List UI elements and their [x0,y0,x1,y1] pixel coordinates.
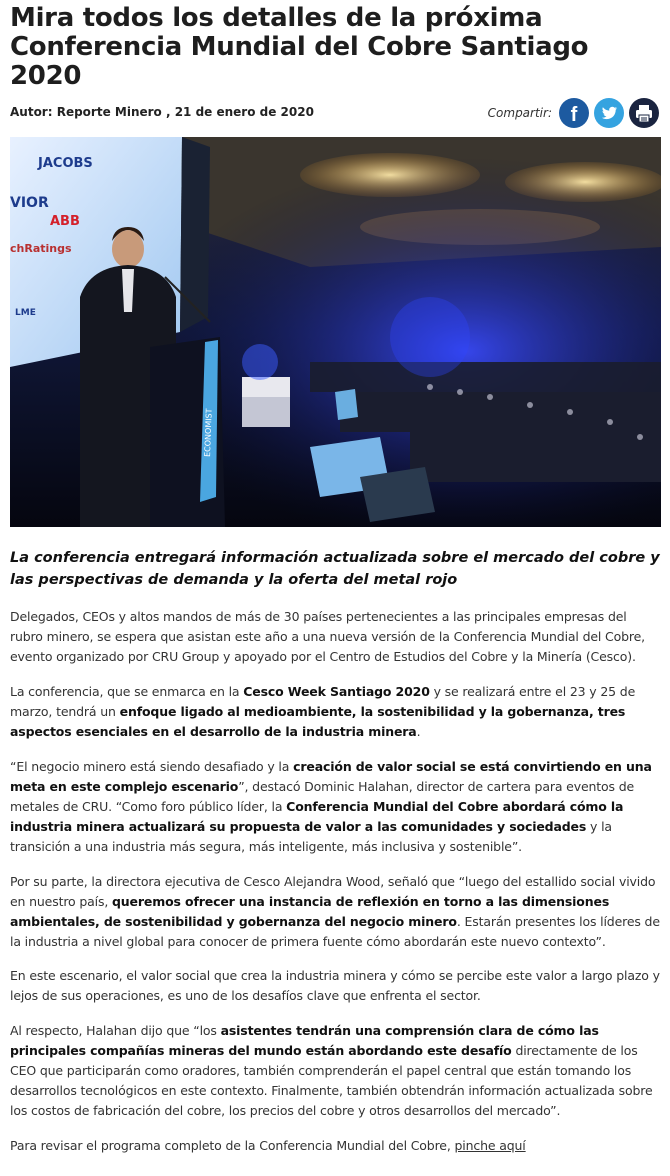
paragraph-2: La conferencia, que se enmarca en la Cesco Week Santiago 2020 y se realizará entre el 23 y 25 de marzo, tendrá un enfoque ligado al medioambiente, la sostenibilidad y la gobernanza, tres aspectos esenciales en el desarrollo de la industria minera. [10,684,636,739]
share-label: Compartir: [487,106,552,120]
twitter-icon[interactable] [594,98,624,128]
facebook-icon[interactable] [559,98,589,128]
photo-logo-text: chRatings [10,242,72,255]
conference-photo [10,137,661,527]
paragraph-6: Al respecto, Halahan dijo que “los asistentes tendrán una comprensión clara de cómo las principales compañías mineras del mundo están abordando este desafío directamente de los CEO que participarán como oradores, también comprenderán el papel central que están tomando los desarrollos tecnológicos en este contexto. Finalmente, también obtendrán información actualizada sobre los costos de fabricación del cobre, los precios del cobre y otros desarrollos del mercado”. [10,1023,653,1118]
paragraph-5: En este escenario, el valor social que crea la industria minera y cómo se percibe este valor a largo plazo y lejos de sus operaciones, es uno de los desafíos clave que enfrenta el sector. [10,968,660,1003]
print-icon[interactable] [629,98,659,128]
paragraph-7: Para revisar el programa completo de la Conferencia Mundial del Cobre, pinche aquí [10,1138,526,1153]
paragraph-4: Por su parte, la directora ejecutiva de Cesco Alejandra Wood, señaló que “luego del estallido social vivido en nuestro país, queremos ofrecer una instancia de reflexión en torno a las dimensiones ambientales, de sostenibilidad y gobernanza del negocio minero. Estarán presentes los líderes de la industria a nivel global para conocer de primera fuente cómo abordarán este nuevo contexto”. [10,874,660,949]
photo-logo-text: ABB [50,214,80,229]
podium-sign: ECONOMIST [203,408,214,458]
article-title: Mira todos los detalles de la próxima Conferencia Mundial del Cobre Santiago 2020 [10,3,589,91]
author-date-line: Autor: Reporte Minero , 21 de enero de 2020 [10,105,314,119]
paragraph-3: “El negocio minero está siendo desafiado y la creación de valor social se está convirtiendo en una meta en este complejo escenario”, destacó Dominic Halahan, director de cartera para eventos de metales de CRU. “Como foro público líder, la Conferencia Mundial del Cobre abordará cómo la industria minera actualizará su propuesta de valor a las comunidades y sociedades y la transición a una industria más segura, más inteligente, más inclusiva y sostenible”. [10,759,652,854]
svg-text:f: f [570,104,578,126]
photo-logo-text: VIOR [10,195,49,211]
program-link[interactable]: pinche aquí [454,1138,526,1153]
paragraph-1: Delegados, CEOs y altos mandos de más de 30 países pertenecientes a las principales empresas del rubro minero, se espera que asistan este año a una nueva versión de la Conferencia Mundial del Cobre, evento organizado por CRU Group y apoyado por el Centro de Estudios del Cobre y la Minería (Cesco). [10,609,645,664]
photo-logo-text: JACOBS [38,156,93,171]
article-lead: La conferencia entregará información actualizada sobre el mercado del cobre y las perspectivas de demanda y la oferta del metal rojo [10,550,660,588]
photo-logo-text: LME [15,308,36,318]
share-bar [488,98,659,128]
